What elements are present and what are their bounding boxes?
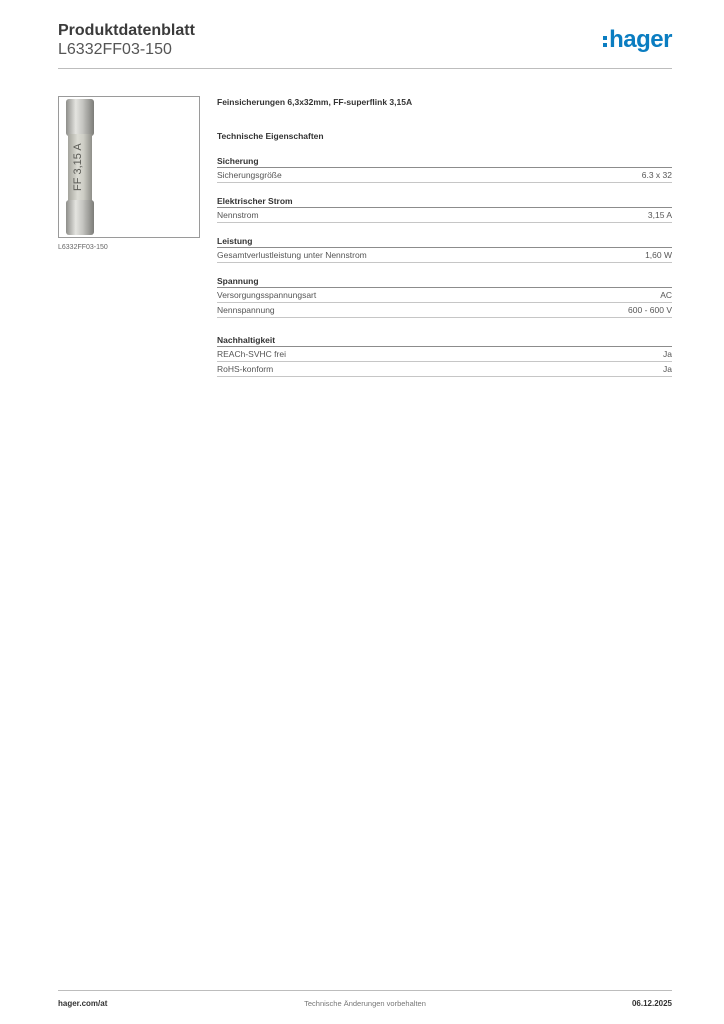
spec-value: 1,60 W: [645, 250, 672, 260]
spec-label: Nennstrom: [217, 210, 259, 220]
spec-label: Versorgungsspannungsart: [217, 290, 317, 300]
product-image: [58, 96, 200, 238]
fuse-icon: [59, 97, 199, 237]
fuse-label: FF 3,15 A: [72, 143, 84, 191]
spec-value: 600 - 600 V: [628, 305, 672, 315]
spec-content: [217, 96, 672, 377]
group-title-sicherung: Sicherung: [217, 155, 672, 168]
logo-text: hager: [609, 26, 672, 53]
footer-disclaimer: Technische Änderungen vorbehalten: [304, 999, 426, 1008]
group-title-leistung: Leistung: [217, 235, 672, 248]
spec-label: Gesamtverlustleistung unter Nennstrom: [217, 250, 367, 260]
spec-label: Sicherungsgröße: [217, 170, 282, 180]
page-header: [58, 22, 672, 69]
spec-row: [217, 288, 672, 303]
spec-label: Nennspannung: [217, 305, 275, 315]
group-title-spannung: Spannung: [217, 275, 672, 288]
spec-row: [217, 248, 672, 263]
image-caption: L6332FF03-150: [58, 244, 108, 251]
page-footer: [58, 990, 672, 1011]
spec-value: 3,15 A: [647, 210, 672, 220]
product-description: Feinsicherungen 6,3x32mm, FF-superflink 3,15A: [217, 97, 413, 107]
section-heading: Technische Eigenschaften: [217, 131, 324, 141]
footer-website: hager.com/at: [58, 999, 108, 1008]
spec-row: [217, 168, 672, 183]
group-title-elektrischer-strom: Elektrischer Strom: [217, 195, 672, 208]
spec-row: [217, 362, 672, 377]
logo-dots-icon: [603, 36, 607, 47]
document-title: Produktdatenblatt: [58, 22, 195, 39]
spec-label: RoHS-konform: [217, 364, 274, 374]
spec-value: 6.3 x 32: [641, 170, 672, 180]
group-title-nachhaltigkeit: Nachhaltigkeit: [217, 334, 672, 347]
spec-row: [217, 208, 672, 223]
spec-value: AC: [660, 290, 672, 300]
hager-logo: [603, 27, 672, 53]
footer-date: 06.12.2025: [631, 999, 672, 1008]
spec-row: [217, 347, 672, 362]
spec-row: [217, 303, 672, 318]
spec-label: REACh-SVHC frei: [217, 349, 286, 359]
article-number: L6332FF03-150: [58, 41, 172, 58]
spec-value: Ja: [663, 349, 672, 359]
spec-value: Ja: [663, 364, 672, 374]
